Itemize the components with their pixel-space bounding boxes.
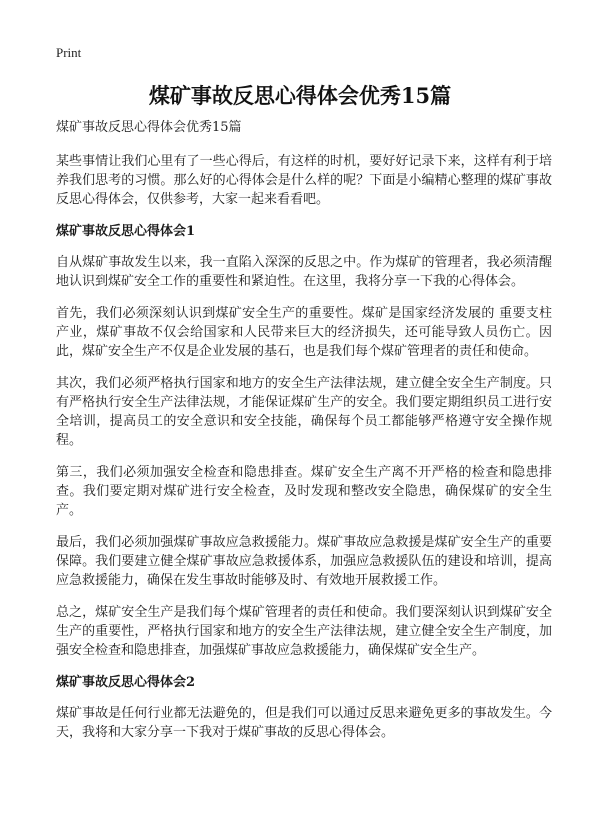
section-1-paragraph: 其次，我们必须严格执行国家和地方的安全生产法律法规，建立健全安全生产制度。只有严格执行安全生产法律法规，才能保证煤矿生产的安全。我们要定期组织员工进行安全培训，提高员工的安全意识和安全技能，确保每个员工都能够严格遵守安全操作规程。 <box>56 376 552 448</box>
intro-paragraph: 某些事情让我们心里有了一些心得后，有这样的时机，要好好记录下来，这样有利于培养我们思考的习惯。那么好的心得体会是什么样的呢？下面是小编精心整理的煤矿事故反思心得体会，仅供参考，大家一起来看看吧。 <box>56 154 552 207</box>
section-1-paragraph: 自从煤矿事故发生以来，我一直陷入深深的反思之中。作为煤矿的管理者，我必须清醒地认识到煤矿安全工作的重要性和紧迫性。在这里，我将分享一下我的心得体会。 <box>56 255 552 289</box>
section-1-paragraph: 首先，我们必须深刻认识到煤矿安全生产的重要性。煤矿是国家经济发展的 重要支柱产业，煤矿事故不仅会给国家和人民带来巨大的经济损失，还可能导致人员伤亡。因此，煤矿安全生产不仅是企业发展的基石，也是我们每个煤矿管理者的责任和使命。 <box>56 306 552 359</box>
document-subtitle: 煤矿事故反思心得体会优秀15篇 <box>56 120 242 135</box>
section-1-paragraph: 第三，我们必须加强安全检查和隐患排查。煤矿安全生产离不开严格的检查和隐患排查。我们要定期对煤矿进行安全检查，及时发现和整改安全隐患，确保煤矿的安全生产。 <box>56 465 552 518</box>
section-heading-1: 煤矿事故反思心得体会1 <box>56 224 196 239</box>
section-heading-2: 煤矿事故反思心得体会2 <box>56 675 196 690</box>
print-label: Print <box>56 45 82 60</box>
section-1-paragraph: 总之，煤矿安全生产是我们每个煤矿管理者的责任和使命。我们要深刻认识到煤矿安全生产的重要性，严格执行国家和地方的安全生产法律法规，建立健全安全生产制度，加强安全检查和隐患排查，加强煤矿事故应急救援能力，确保煤矿安全生产。 <box>56 605 552 658</box>
section-2-paragraph: 煤矿事故是任何行业都无法避免的，但是我们可以通过反思来避免更多的事故发生。今天，我将和大家分享一下我对于煤矿事故的反思心得体会。 <box>56 706 552 740</box>
document-body <box>56 118 552 755</box>
section-1-paragraph: 最后，我们必须加强煤矿事故应急救援能力。煤矿事故应急救援是煤矿安全生产的重要保障。我们要建立健全煤矿事故应急救援体系，加强应急救援队伍的建设和培训，提高应急救援能力，确保在发生事故时能够及时、有效地开展救援工作。 <box>56 535 552 588</box>
page-title: 煤矿事故反思心得体会优秀15篇 <box>148 83 452 108</box>
